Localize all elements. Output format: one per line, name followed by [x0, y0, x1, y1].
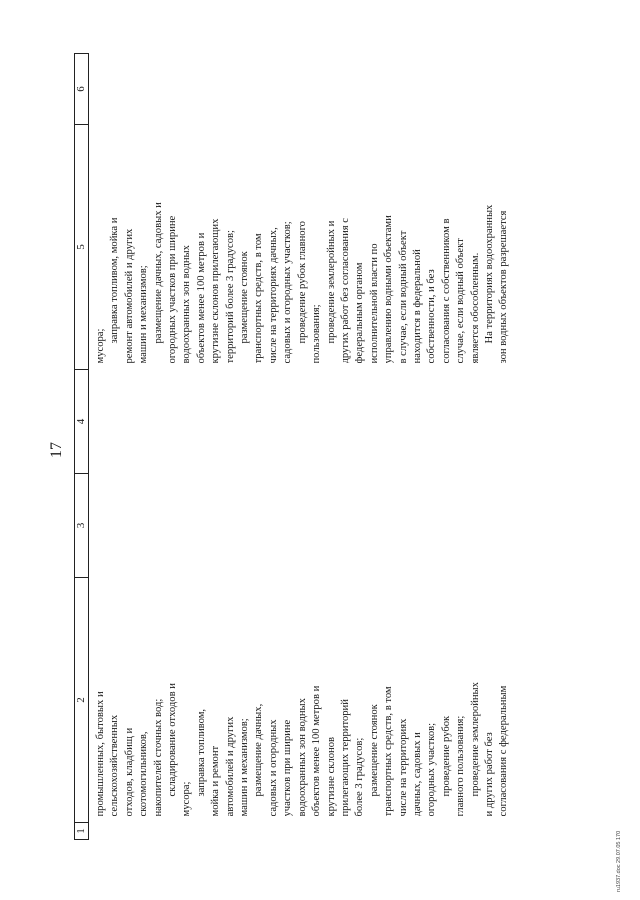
text-line: мусора;	[95, 328, 106, 364]
text-line: участков при ширине	[282, 719, 294, 817]
text-line: мойка и ремонт	[210, 745, 222, 817]
cell-col-1	[89, 823, 512, 840]
text-line: пользования;	[311, 304, 323, 364]
text-line: объектов менее 100 метров и	[195, 232, 207, 364]
text-line: случае, если водный объект	[455, 238, 467, 364]
column-header-6: 6	[75, 54, 89, 125]
text-line: исполнительной власти по	[368, 243, 380, 364]
text-line: огородных участков при ширине	[167, 215, 179, 364]
cell-col-4	[89, 370, 512, 474]
text-line: проведение землеройных и	[325, 220, 337, 344]
text-line: управлению водными объектами	[383, 215, 395, 364]
text-line: отходов, кладбищ и	[123, 727, 135, 817]
text-line: мусора;	[181, 781, 193, 817]
footer-stamp: ru1937.doc 29.07.05 170	[616, 830, 622, 892]
text-line: размещение стоянок	[239, 251, 251, 344]
text-line: территорий более 3 градусов;	[224, 230, 236, 364]
text-line: сельскохозяйственных	[109, 714, 121, 817]
text-line: числе на территориях	[397, 718, 409, 817]
text-line: автомобилей и других	[224, 716, 236, 817]
text-line: главного пользования;	[455, 715, 467, 817]
text-line: более 3 градусов;	[354, 737, 366, 817]
text-line: заправка топливом, мойка и	[109, 217, 121, 344]
column-header-2: 2	[75, 578, 89, 823]
text-line: транспортных средств, в том	[383, 686, 395, 817]
col5-text	[89, 125, 512, 370]
text-line: является обособленным.	[469, 252, 481, 364]
cell-col-5	[89, 125, 512, 370]
table-row	[89, 54, 512, 840]
text-line: собственности, и без	[426, 269, 438, 364]
column-header-4: 4	[75, 370, 89, 474]
text-line: размещение стоянок	[368, 704, 380, 797]
text-line: заправка топливом,	[195, 708, 207, 797]
text-line: крутизне склонов прилегающих	[210, 218, 222, 364]
text-line: накопителей сточных вод;	[152, 698, 164, 817]
text-line: проведение рубок	[440, 715, 452, 797]
text-line: На территориях водоохранных	[483, 204, 495, 344]
column-header-5: 5	[75, 125, 89, 370]
cell-col-6	[89, 54, 512, 125]
text-line: крутизне склонов	[325, 736, 337, 817]
text-line: водоохранных зон водных	[296, 698, 308, 817]
text-line: находится в федеральной	[411, 249, 423, 364]
text-line: федеральным органом	[354, 262, 366, 364]
text-line: машин и механизмов;	[239, 718, 251, 817]
text-line: садовых и огородных	[267, 719, 279, 817]
text-line: складирование отходов и	[167, 683, 179, 797]
text-line: промышленных, бытовых и	[95, 691, 106, 817]
text-line: размещение дачных,	[253, 703, 265, 797]
text-line: проведение рубок главного	[296, 221, 308, 344]
text-line: объектов менее 100 метров и	[311, 685, 323, 817]
cell-col-2	[89, 578, 512, 823]
text-line: других работ без согласования с	[339, 218, 351, 364]
text-line: ремонт автомобилей и других	[123, 228, 135, 364]
text-line: садовых и огородных участков;	[282, 221, 294, 364]
text-line: скотомогильников,	[138, 731, 150, 817]
text-line: водоохранных зон водных	[181, 245, 193, 364]
text-line: дачных, садовых и	[411, 732, 423, 817]
text-line: огородных участков;	[426, 722, 438, 817]
page-number: 17	[48, 442, 65, 458]
col2-text	[89, 578, 512, 823]
column-header-1: 1	[75, 823, 89, 840]
text-line: машин и механизмов;	[138, 265, 150, 364]
text-line: в случае, если водный объект	[397, 230, 409, 364]
column-header-3: 3	[75, 474, 89, 578]
cell-col-3	[89, 474, 512, 578]
text-line: проведение землеройных	[469, 682, 481, 797]
text-line: согласования с собственником в	[440, 218, 452, 364]
text-line: размещение дачных, садовых и	[152, 202, 164, 344]
text-line: транспортных средств, в том	[253, 233, 265, 364]
text-line: прилегающих территорий	[339, 699, 351, 817]
text-line: согласования с федеральным	[498, 685, 510, 817]
text-line: зон водных объектов разрешается	[498, 210, 510, 364]
text-line: и других работ без	[483, 732, 495, 817]
table-header-row	[75, 54, 89, 840]
text-line: числе на территориях дачных,	[267, 227, 279, 364]
document-table	[74, 53, 512, 840]
